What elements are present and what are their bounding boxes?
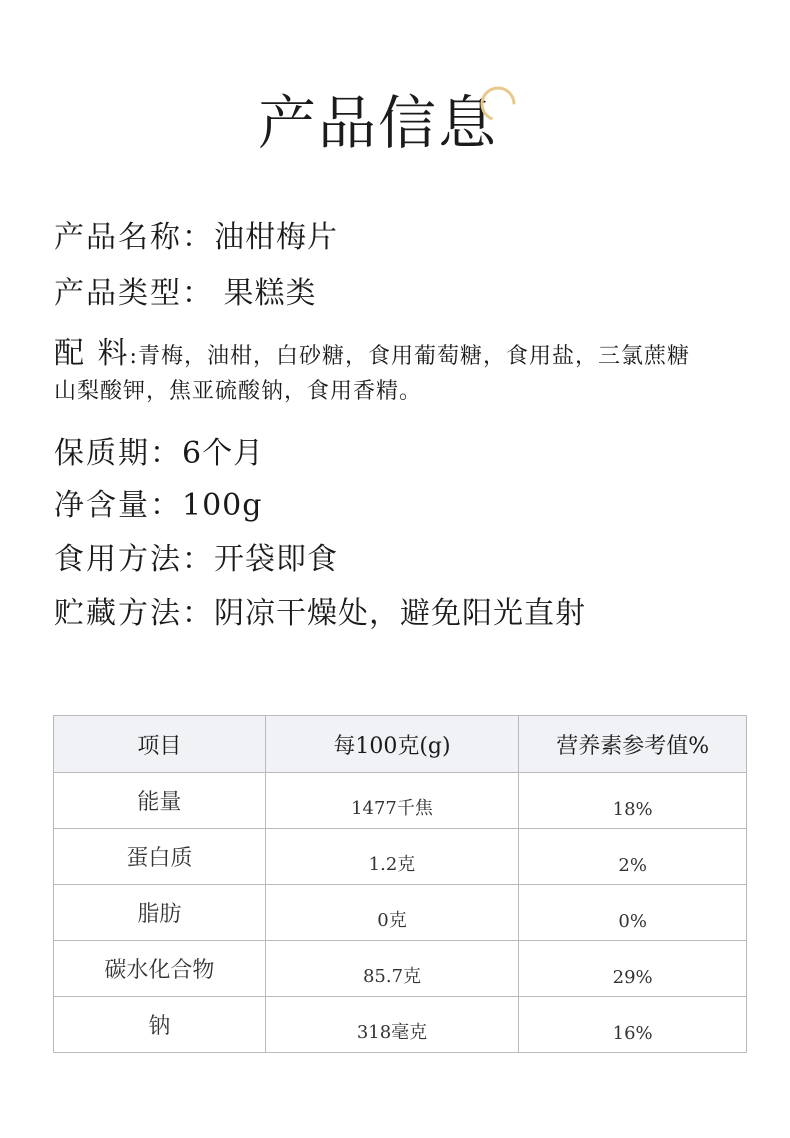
cell-item: 碳水化合物 <box>54 941 266 997</box>
nutrition-table <box>53 715 747 1053</box>
cell-per100: 1.2克 <box>265 829 519 885</box>
page-title: 产品信息 <box>258 89 499 157</box>
nutrition-header-row <box>54 716 747 773</box>
info-row-net <box>54 480 262 524</box>
title-section <box>0 82 790 172</box>
header-item: 项目 <box>54 716 266 773</box>
name-label: 产品名称： <box>54 220 214 255</box>
cell-per100: 0克 <box>265 885 519 941</box>
ingredients-line2: 山梨酸钾，焦亚硫酸钠，食用香精。 <box>54 379 423 404</box>
cell-item: 脂肪 <box>54 885 266 941</box>
usage-label: 食用方法： <box>54 542 214 577</box>
table-row <box>54 773 747 829</box>
shelf-label: 保质期： <box>54 436 182 471</box>
type-label: 产品类型： <box>54 276 214 311</box>
storage-value: 阴凉干燥处，避免阳光直射 <box>214 596 586 631</box>
cell-nrv: 2% <box>519 829 747 885</box>
cell-item: 能量 <box>54 773 266 829</box>
cell-nrv: 0% <box>519 885 747 941</box>
header-nrv: 营养素参考值% <box>519 716 747 773</box>
info-row-usage <box>54 534 338 578</box>
type-value: 果糕类 <box>223 276 317 311</box>
name-value: 油柑梅片 <box>214 220 338 255</box>
cell-item: 蛋白质 <box>54 829 266 885</box>
storage-label: 贮藏方法： <box>54 596 214 631</box>
info-row-name <box>54 212 338 256</box>
table-row <box>54 885 747 941</box>
cell-per100: 1477千焦 <box>265 773 519 829</box>
cell-per100: 85.7克 <box>265 941 519 997</box>
usage-value: 开袋即食 <box>214 542 338 577</box>
net-label: 净含量： <box>54 488 182 523</box>
ingredients-line1: :青梅，油柑，白砂糖，食用葡萄糖，食用盐，三氯蔗糖 <box>129 344 690 369</box>
cell-nrv: 29% <box>519 941 747 997</box>
net-value: 100g <box>182 488 263 523</box>
cell-nrv: 16% <box>519 997 747 1053</box>
shelf-value: 6个月 <box>182 436 265 471</box>
table-row <box>54 829 747 885</box>
info-row-storage <box>54 588 586 632</box>
info-row-ingredients <box>54 328 690 372</box>
table-row <box>54 997 747 1053</box>
info-row-type <box>54 268 317 312</box>
cell-item: 钠 <box>54 997 266 1053</box>
ingredients-label: 配 料 <box>54 336 130 371</box>
info-row-ingredients-cont <box>54 374 422 405</box>
header-per100: 每100克(g) <box>265 716 519 773</box>
cell-per100: 318毫克 <box>265 997 519 1053</box>
cell-nrv: 18% <box>519 773 747 829</box>
crescent-ring-icon <box>476 82 520 126</box>
table-row <box>54 941 747 997</box>
info-row-shelf <box>54 428 264 472</box>
